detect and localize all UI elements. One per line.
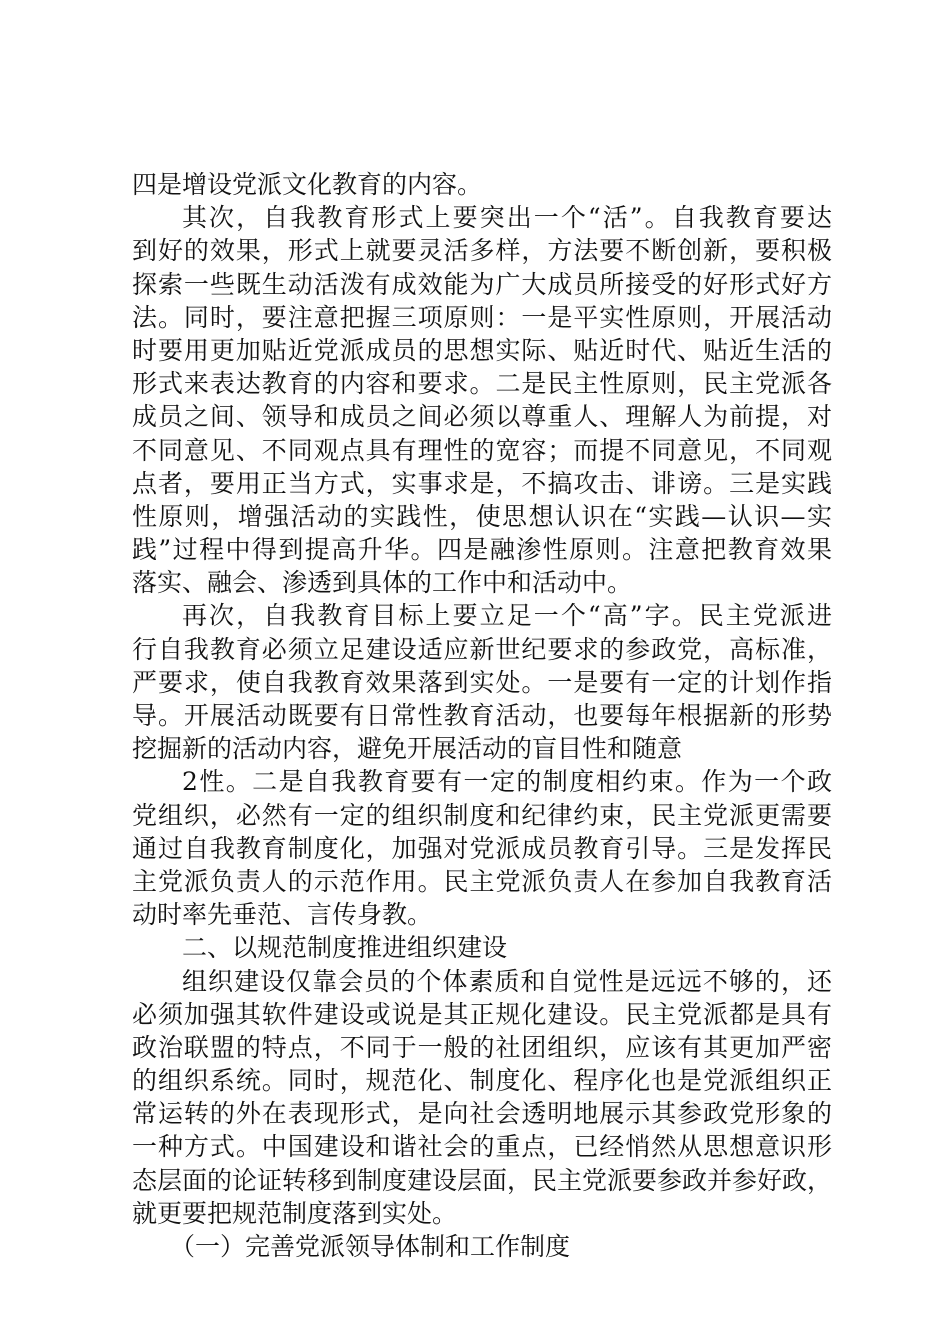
- document-page: [132, 168, 832, 1263]
- text-line: 其次，自我教育形式上要突出一个“活”。自我教育要达: [182, 203, 832, 233]
- text-line: 导。开展活动既要有日常性教育活动，也要每年根据新的形势: [132, 701, 832, 730]
- text-line: 严要求，使自我教育效果落到实处。一是要有一定的计划作指: [132, 667, 832, 697]
- text-line: 践”过程中得到提高升华。四是融渗性原则。注意把教育效果: [132, 535, 832, 565]
- text-line: 探索一些既生动活泼有成效能为广大成员所接受的好形式好方: [132, 269, 832, 299]
- text-line: 时要用更加贴近党派成员的思想实际、贴近时代、贴近生活的: [132, 335, 832, 365]
- text-line: 挖掘新的活动内容，避免开展活动的盲目性和随意: [132, 734, 683, 764]
- text-line: 落实、融会、渗透到具体的工作中和活动中。: [132, 568, 633, 598]
- text-line: 常运转的外在表现形式，是向社会透明地展示其参政党形象的: [132, 1099, 832, 1129]
- text-line: 主党派负责人的示范作用。民主党派负责人在参加自我教育活: [132, 866, 832, 896]
- text-line: （一）完善党派领导体制和工作制度: [170, 1232, 571, 1261]
- text-line: 到好的效果，形式上就要灵活多样，方法要不断创新，要积极: [132, 236, 832, 266]
- text-line: 性原则，增强活动的实践性，使思想认识在“实践—认识—实: [132, 501, 832, 531]
- text-line: 通过自我教育制度化，加强对党派成员教育引导。三是发挥民: [132, 833, 832, 863]
- text-line: 必须加强其软件建设或说是其正规化建设。民主党派都是具有: [132, 999, 832, 1029]
- text-line: 再次，自我教育目标上要立足一个“高”字。民主党派进: [182, 601, 832, 631]
- text-line: 的组织系统。同时，规范化、制度化、程序化也是党派组织正: [132, 1066, 832, 1096]
- text-line: 政治联盟的特点，不同于一般的社团组织，应该有其更加严密: [132, 1032, 832, 1062]
- text-line: 一种方式。中国建设和谐社会的重点，已经悄然从思想意识形: [132, 1132, 832, 1162]
- text-line: 二、以规范制度推进组织建设: [182, 933, 508, 963]
- text-line: 态层面的论证转移到制度建设层面，民主党派要参政并参好政，: [132, 1165, 832, 1195]
- text-line: 就更要把规范制度落到实处。: [132, 1198, 458, 1228]
- text-line: 成员之间、领导和成员之间必须以尊重人、理解人为前提，对: [132, 402, 832, 432]
- text-line: 动时率先垂范、言传身教。: [132, 900, 433, 930]
- text-line: 四是增设党派文化教育的内容。: [132, 170, 483, 199]
- text-line: 形式来表达教育的内容和要求。二是民主性原则，民主党派各: [132, 369, 832, 399]
- text-line: 组织建设仅靠会员的个体素质和自觉性是远远不够的，还: [182, 966, 832, 996]
- text-line: 行自我教育必须立足建设适应新世纪要求的参政党，高标准，: [132, 634, 832, 664]
- text-line: 党组织，必然有一定的组织制度和纪律约束，民主党派更需要: [132, 800, 832, 830]
- text-line: 不同意见、不同观点具有理性的宽容；而提不同意见，不同观: [132, 435, 832, 465]
- text-line: 点者，要用正当方式，实事求是，不搞攻击、诽谤。三是实践: [132, 468, 832, 498]
- text-line: 2性。二是自我教育要有一定的制度相约束。作为一个政: [182, 767, 832, 797]
- text-line: 法。同时，要注意把握三项原则：一是平实性原则，开展活动: [132, 302, 832, 332]
